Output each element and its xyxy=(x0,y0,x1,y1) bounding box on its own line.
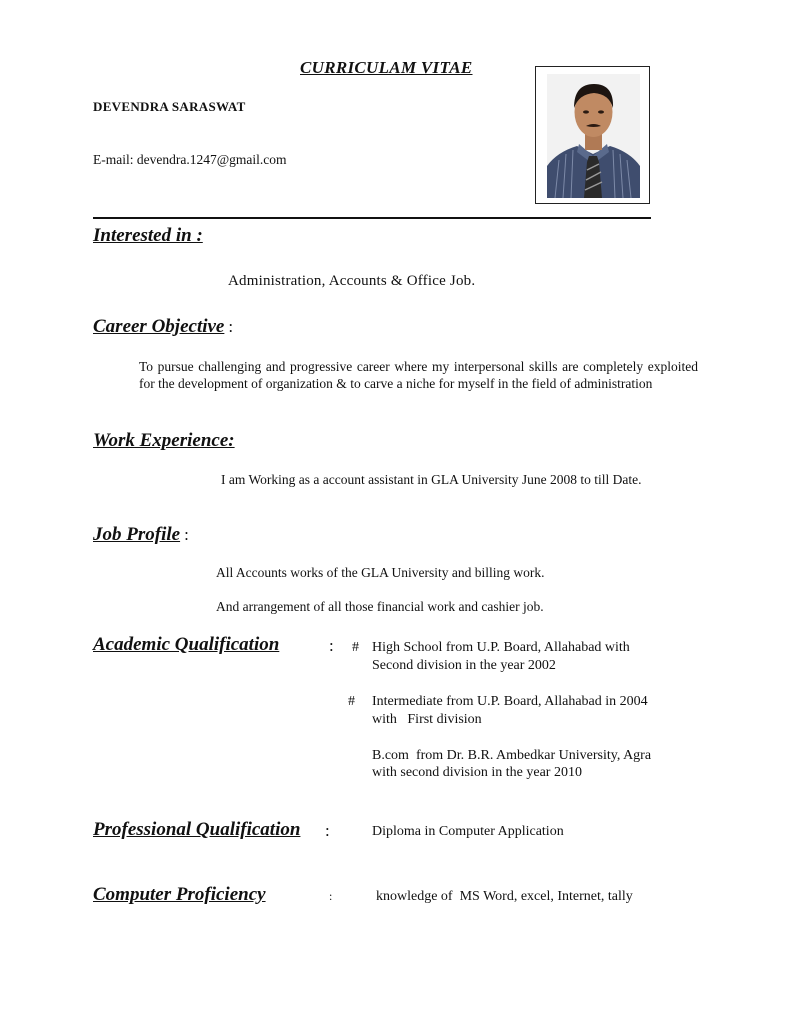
academic-item-3-line-2: with second division in the year 2010 xyxy=(372,765,582,780)
computer-colon: : xyxy=(329,889,333,903)
document-title: CURRICULAM VITAE xyxy=(300,58,473,77)
academic-item-2-line-2: with First division xyxy=(372,712,482,727)
academic-item-1-line-1: High School from U.P. Board, Allahabad with xyxy=(372,640,630,655)
professional-heading: Professional Qualification xyxy=(93,819,301,840)
academic-bullet-2: # xyxy=(348,694,355,709)
academic-heading: Academic Qualification xyxy=(93,634,280,655)
academic-bullet-1: # xyxy=(352,640,359,655)
computer-heading: Computer Proficiency xyxy=(93,884,266,905)
job-profile-heading-row xyxy=(93,524,189,546)
portrait-image xyxy=(547,74,640,198)
academic-colon: : xyxy=(329,636,334,655)
job-profile-line-2: And arrangement of all those financial work and cashier job. xyxy=(216,599,544,614)
professional-colon: : xyxy=(325,821,330,840)
computer-text: knowledge of MS Word, excel, Internet, tally xyxy=(376,889,633,904)
profile-photo xyxy=(535,66,650,204)
career-objective-heading-row xyxy=(93,316,233,338)
career-objective-heading: Career Objective xyxy=(93,316,225,337)
email-line: E-mail: devendra.1247@gmail.com xyxy=(93,152,287,167)
academic-item-1-line-2: Second division in the year 2002 xyxy=(372,658,556,673)
job-profile-heading: Job Profile xyxy=(93,524,181,545)
work-experience-text: I am Working as a account assistant in GLA University June 2008 to till Date. xyxy=(221,472,642,487)
candidate-name: DEVENDRA SARASWAT xyxy=(93,99,246,114)
interested-text: Administration, Accounts & Office Job. xyxy=(228,273,476,289)
interested-heading: Interested in : xyxy=(93,225,203,246)
work-experience-heading: Work Experience: xyxy=(93,430,235,451)
job-profile-line-1: All Accounts works of the GLA University and billing work. xyxy=(216,565,545,580)
header-divider xyxy=(93,217,651,219)
academic-item-2-line-1: Intermediate from U.P. Board, Allahabad in 2004 xyxy=(372,694,648,709)
academic-item-3-line-1: B.com from Dr. B.R. Ambedkar University, Agra xyxy=(372,748,652,763)
job-profile-colon: : xyxy=(184,525,189,544)
career-objective-colon: : xyxy=(228,317,234,336)
career-objective-text: To pursue challenging and progressive career where my interpersonal skills are completely exploited for the development of organization & to carve a niche for myself in the field of administration xyxy=(139,359,698,391)
professional-text: Diploma in Computer Application xyxy=(372,824,564,839)
